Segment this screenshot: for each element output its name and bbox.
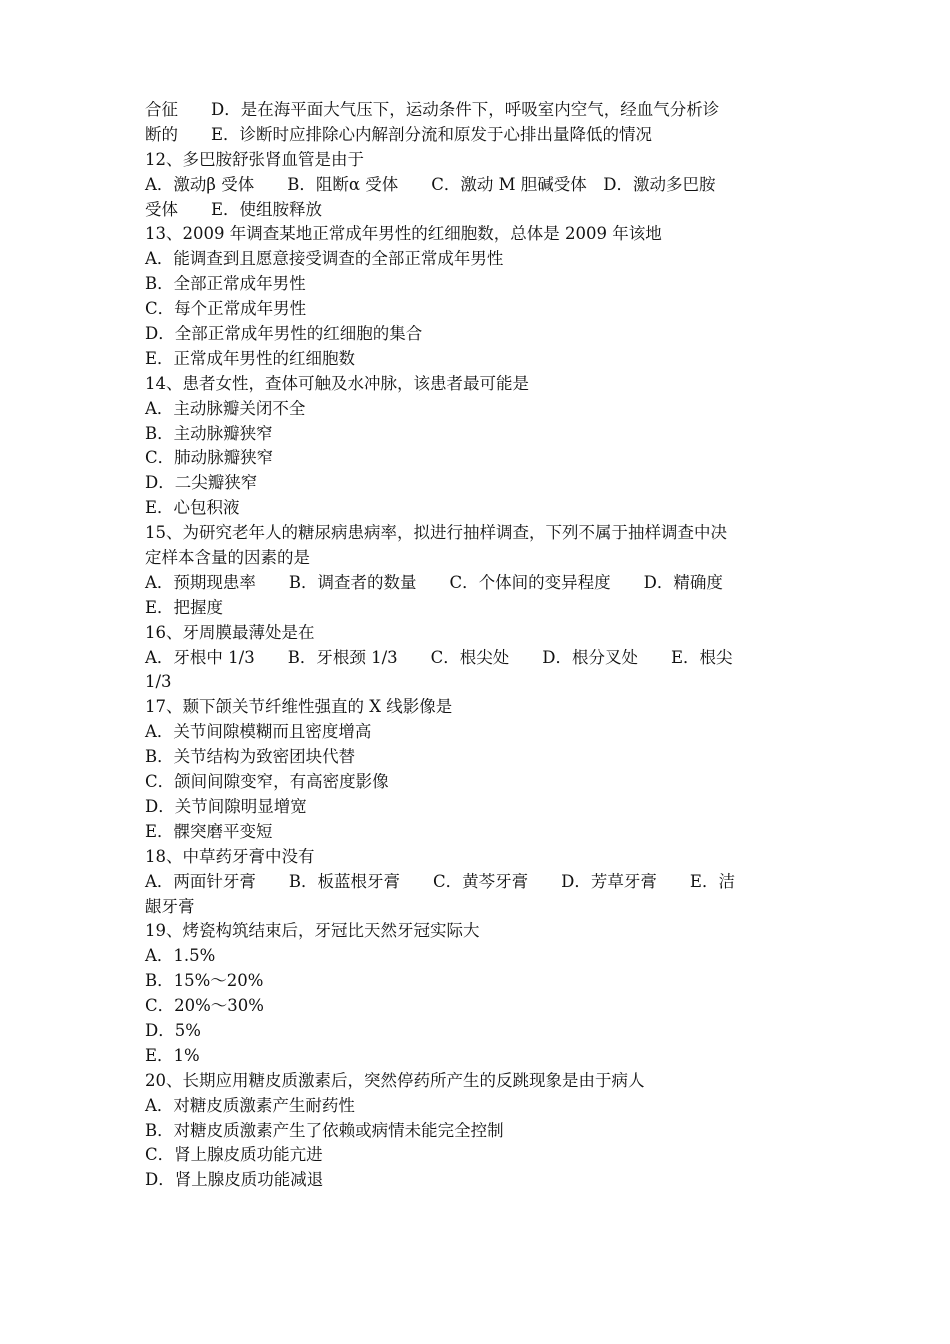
option: E．正常成年男性的红细胞数 — [145, 348, 356, 368]
option: C．肺动脉瓣狭窄 — [145, 448, 274, 468]
question-stem: 20、长期应用糖皮质激素后，突然停药所产生的反跳现象是由于病人 — [145, 1070, 645, 1090]
text-line: 合征 D．是在海平面大气压下，运动条件下，呼吸室内空气，经血气分析诊 — [145, 100, 720, 119]
options-line: 受体 E．使组胺释放 — [145, 199, 323, 219]
option: A．对糖皮质激素产生耐药性 — [145, 1095, 355, 1115]
options-line: A．激动β 受体 B．阻断α 受体 C．激动 M 胆碱受体 D．激动多巴胺 — [145, 174, 716, 194]
question-stem: 定样本含量的因素的是 — [145, 548, 310, 568]
option: C．20%～30% — [145, 996, 264, 1016]
option: A．关节间隙模糊而且密度增高 — [145, 722, 372, 742]
option: B．主动脉瓣狭窄 — [145, 423, 273, 443]
option: D．5% — [145, 1020, 201, 1040]
question-stem: 17、颞下颌关节纤维性强直的 X 线影像是 — [145, 697, 453, 717]
question-stem: 19、烤瓷构筑结束后，牙冠比天然牙冠实际大 — [145, 921, 480, 941]
option: C．肾上腺皮质功能亢进 — [145, 1145, 323, 1165]
text-line: 断的 E．诊断时应排除心内解剖分流和原发于心排出量降低的情况 — [145, 124, 653, 144]
option: E．髁突磨平变短 — [145, 821, 273, 841]
question-stem: 16、牙周膜最薄处是在 — [145, 622, 315, 642]
option: C．颌间间隙变窄，有高密度影像 — [145, 772, 389, 792]
option: E．心包积液 — [145, 498, 240, 518]
options-line: A．牙根中 1/3 B．牙根颈 1/3 C．根尖处 D．根分叉处 E．根尖 — [145, 647, 733, 667]
option: D．肾上腺皮质功能减退 — [145, 1170, 324, 1190]
document-page — [145, 98, 810, 1193]
option: D．关节间隙明显增宽 — [145, 796, 307, 816]
question-stem: 13、2009 年调查某地正常成年男性的红细胞数，总体是 2009 年该地 — [145, 224, 662, 244]
option: C．每个正常成年男性 — [145, 299, 307, 319]
option: B．15%～20% — [145, 971, 264, 991]
options-line: A．预期现患率 B．调查者的数量 C．个体间的变异程度 D．精确度 — [145, 572, 723, 592]
option: B．全部正常成年男性 — [145, 274, 306, 294]
option: B．关节结构为致密团块代替 — [145, 747, 356, 767]
option: A．1.5% — [145, 946, 216, 966]
question-stem: 18、中草药牙膏中没有 — [145, 846, 315, 866]
question-stem: 15、为研究老年人的糖尿病患病率，拟进行抽样调查，下列不属于抽样调查中决 — [145, 523, 727, 543]
option: D．二尖瓣狭窄 — [145, 473, 258, 493]
options-line: 龈牙膏 — [145, 896, 195, 916]
option: E．1% — [145, 1045, 200, 1065]
options-line: A．两面针牙膏 B．板蓝根牙膏 C．黄芩牙膏 D．芳草牙膏 E．洁 — [145, 871, 735, 891]
options-line: 1/3 — [145, 672, 172, 692]
option: A．主动脉瓣关闭不全 — [145, 398, 306, 418]
option: D．全部正常成年男性的红细胞的集合 — [145, 324, 423, 344]
question-stem: 12、多巴胺舒张肾血管是由于 — [145, 149, 364, 169]
question-stem: 14、患者女性，查体可触及水冲脉，该患者最可能是 — [145, 373, 529, 393]
option: A．能调查到且愿意接受调查的全部正常成年男性 — [145, 249, 504, 269]
option: B．对糖皮质激素产生了依赖或病情未能完全控制 — [145, 1120, 504, 1140]
options-line: E．把握度 — [145, 597, 224, 617]
